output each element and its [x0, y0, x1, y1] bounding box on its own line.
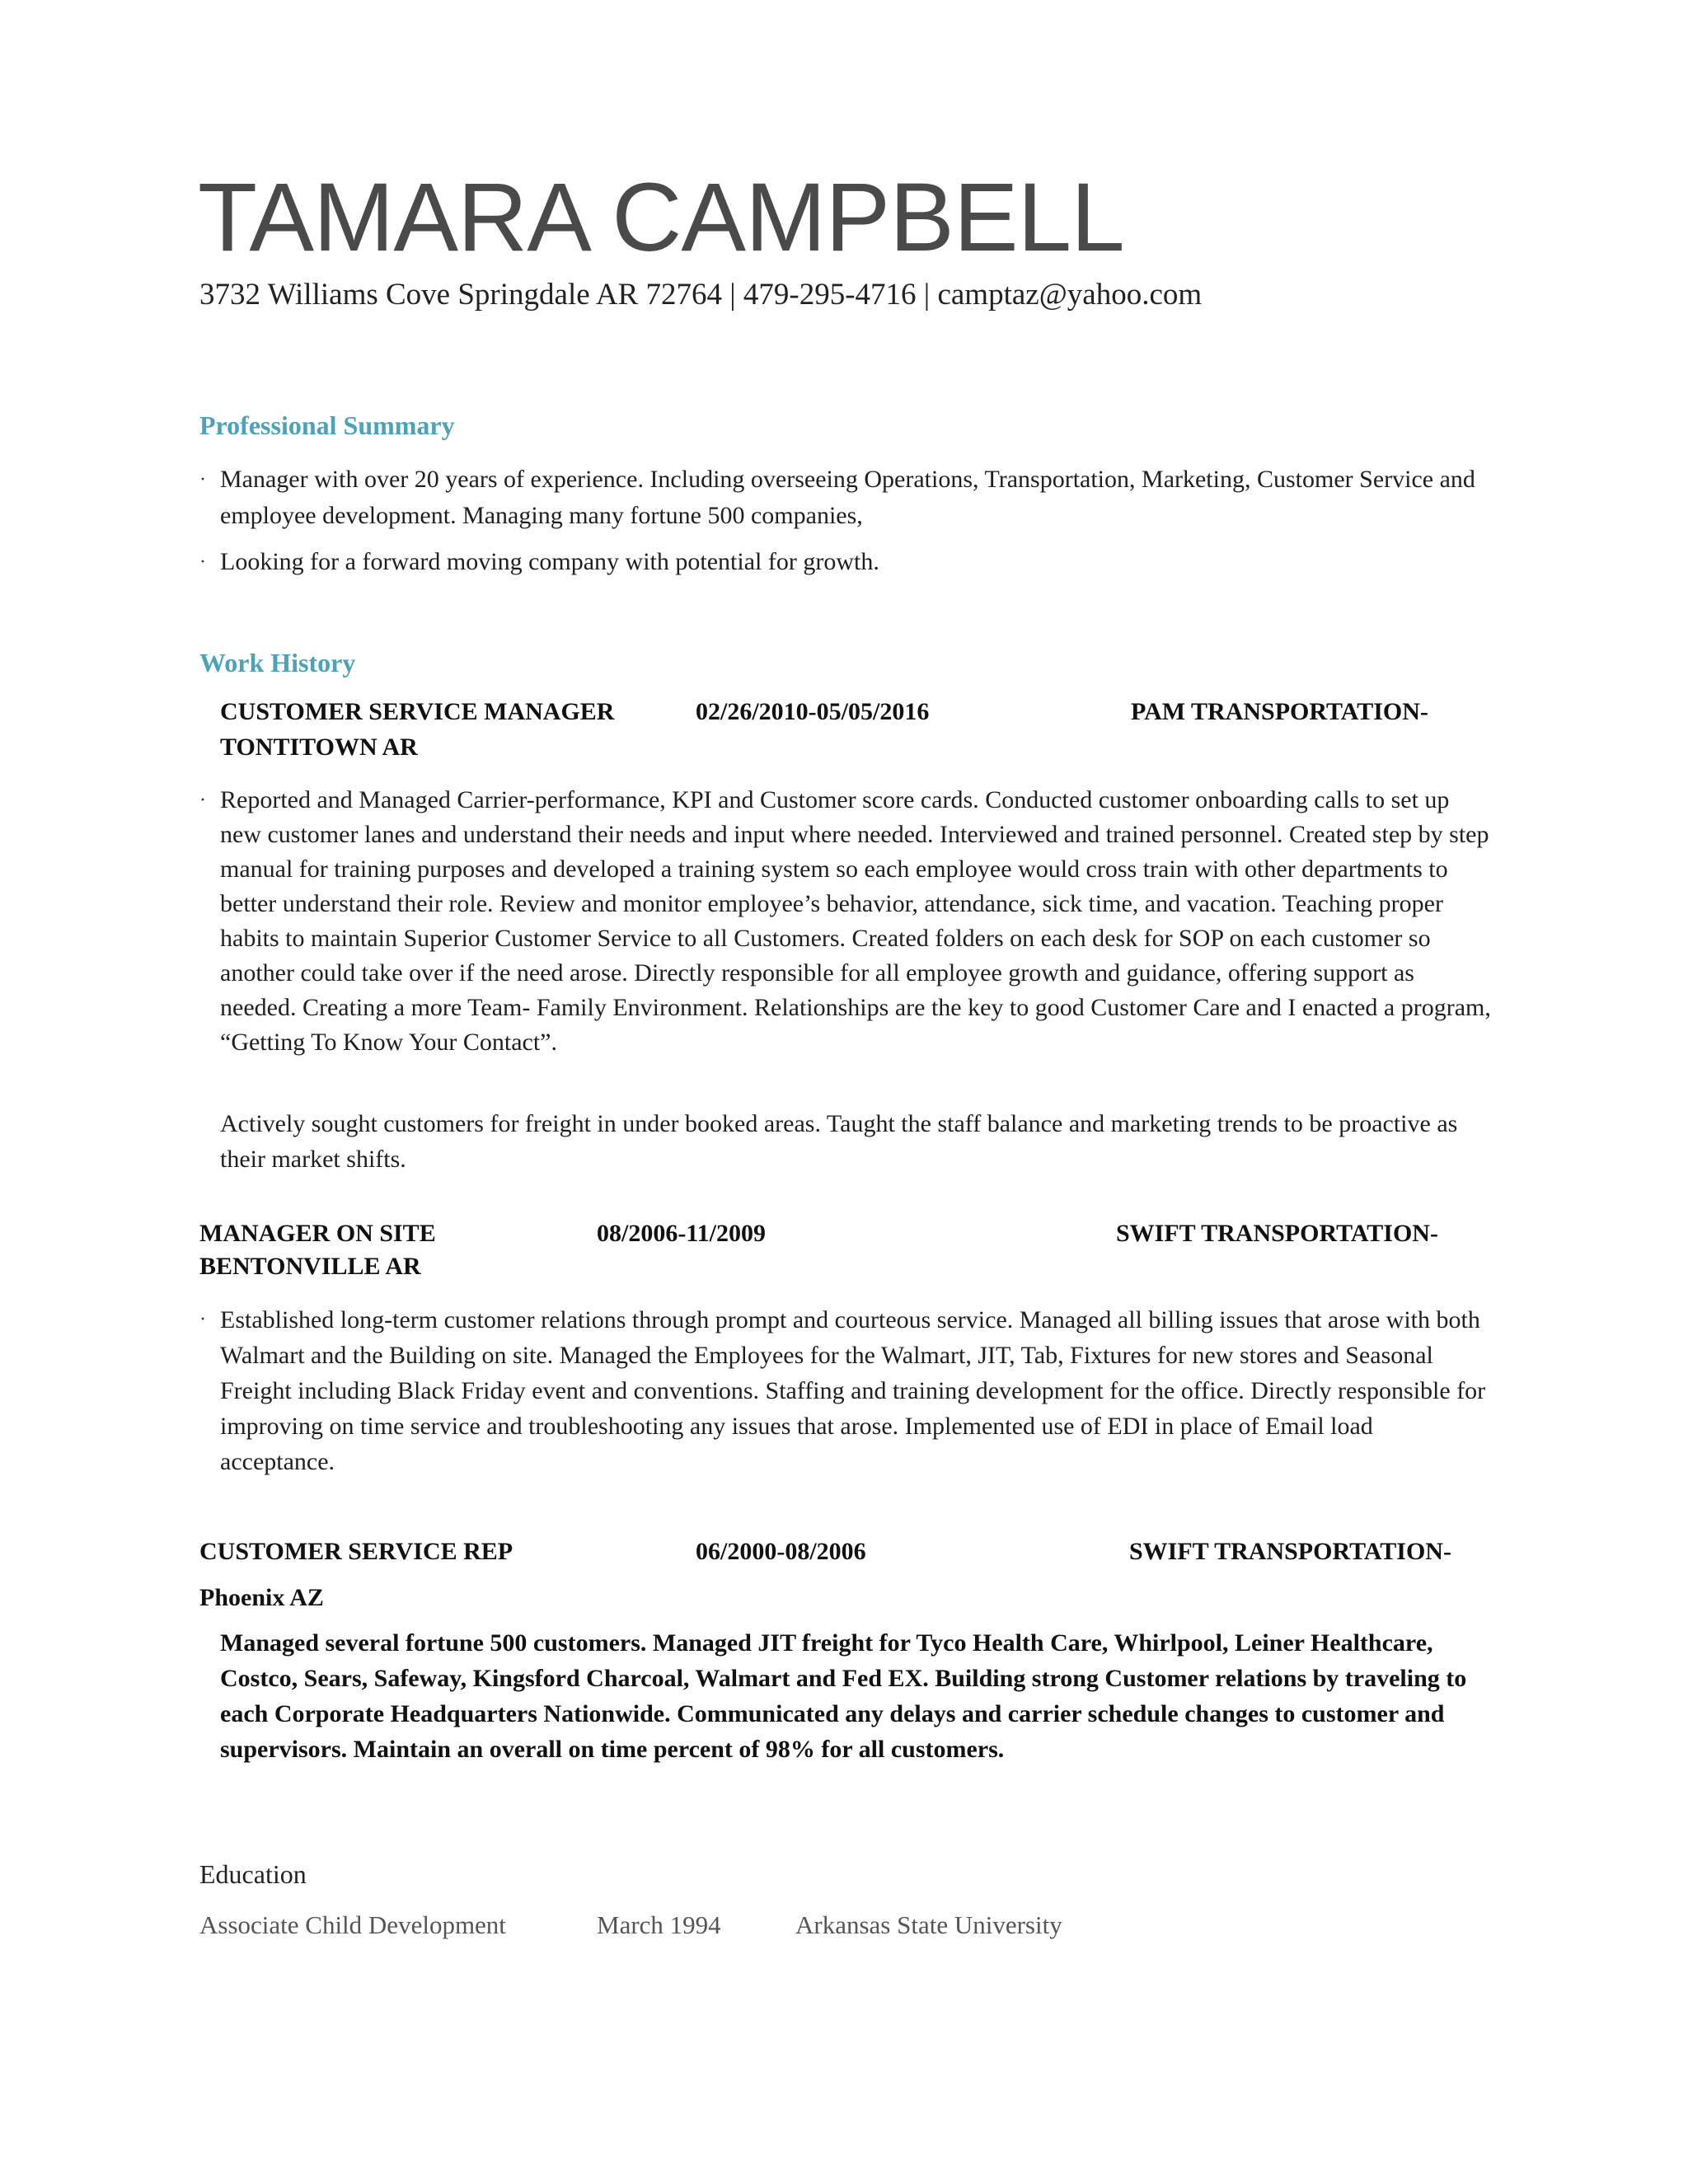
job-company: SWIFT TRANSPORTATION- [1129, 1538, 1451, 1565]
job-bullet-text: Reported and Managed Carrier-performance, KPI and Customer score cards. Conducted customer onboarding calls to set up new customer lanes and understand their needs and input where needed. Interviewed and trained personnel. Created step by step manual for training purposes and developed a training system so each employee would cross train with other departments to better understand their role. Review and monitor employee’s behavior, attendance, sick time, and vacation. Teaching proper habits to maintain Superior Customer Service to all Customers. Created folders on each desk for SOP on each customer so another could take over if the need arose. Directly responsible for all employee growth and guidance, offering support as needed. Creating a more Team- Family Environment. Relationships are the key to good Customer Care and I enacted a program, “Getting To Know Your Contact”. [220, 786, 1491, 1056]
summary-bullet-text: Looking for a forward moving company with potential for growth. [220, 548, 879, 575]
job-bullet [199, 783, 1493, 1060]
summary-bullet [199, 462, 1502, 534]
job-bullet-text: Established long-term customer relations through prompt and courteous service. Managed all billing issues that arose with both Walmart and the Building on site. Managed the Employees for the Walmart, JIT, Tab, Fixtures for new stores and Seasonal Freight including Black Friday event and conventions. Staffing and training development for the office. Directly responsible for improving on time service and troubleshooting any issues that arose. Implemented use of EDI in place of Email load acceptance. [220, 1306, 1486, 1475]
job-dates: 08/2006-11/2009 [597, 1220, 767, 1247]
job-company: SWIFT TRANSPORTATION- [1116, 1220, 1438, 1247]
job-dates: 06/2000-08/2006 [696, 1538, 866, 1565]
job-bullet [199, 1302, 1493, 1479]
education-school: Arkansas State University [795, 1910, 1062, 1939]
job-company: PAM TRANSPORTATION- [1131, 698, 1428, 725]
job-bullet-list [199, 783, 1493, 1060]
job-title: MANAGER ON SITE [199, 1220, 436, 1247]
education-date: March 1994 [597, 1910, 721, 1939]
bullet-dot-icon: · [199, 551, 206, 573]
job-bold-paragraph: Managed several fortune 500 customers. Managed JIT freight for Tyco Health Care, Whirlpool, Leiner Healthcare, Costco, Sears, Safeway, Kingsford Charcoal, Walmart and Fed EX. Building strong Customer relations by traveling to each Corporate Headquarters Nationwide. Communicated any delays and carrier schedule changes to customer and supervisors. Maintain an overall on time percent of 98% for all customers. [220, 1629, 1467, 1763]
bullet-dot-icon: · [199, 790, 206, 811]
job-title: CUSTOMER SERVICE MANAGER [220, 698, 615, 725]
bullet-dot-icon: · [199, 1309, 206, 1330]
candidate-name: TAMARA CAMPBELL [198, 163, 1124, 272]
education-degree: Associate Child Development [199, 1910, 506, 1939]
bullet-dot-icon: · [199, 469, 206, 490]
job-dates: 02/26/2010-05/05/2016 [696, 698, 930, 725]
job-location: TONTITOWN AR [220, 733, 418, 761]
summary-bullet-text: Manager with over 20 years of experience. Including overseeing Operations, Transportation, Marketing, Customer Service and employee development. Managing many fortune 500 companies, [220, 466, 1475, 529]
education-heading: Education [199, 1859, 307, 1889]
job-extra-paragraph: Actively sought customers for freight in under booked areas. Taught the staff balance and marketing trends to be proactive as their market shifts. [220, 1110, 1458, 1173]
job-location: BENTONVILLE AR [199, 1253, 421, 1280]
job-location: Phoenix AZ [199, 1584, 324, 1611]
professional-summary-heading: Professional Summary [199, 410, 455, 440]
summary-bullet [199, 544, 1502, 580]
work-history-heading: Work History [199, 648, 356, 677]
summary-bullet-list [199, 462, 1502, 580]
job-bullet-list [199, 1302, 1493, 1479]
contact-line: 3732 Williams Cove Springdale AR 72764 | 479-295-4716 | camptaz@yahoo.com [199, 278, 1203, 312]
job-title: CUSTOMER SERVICE REP [199, 1538, 513, 1565]
